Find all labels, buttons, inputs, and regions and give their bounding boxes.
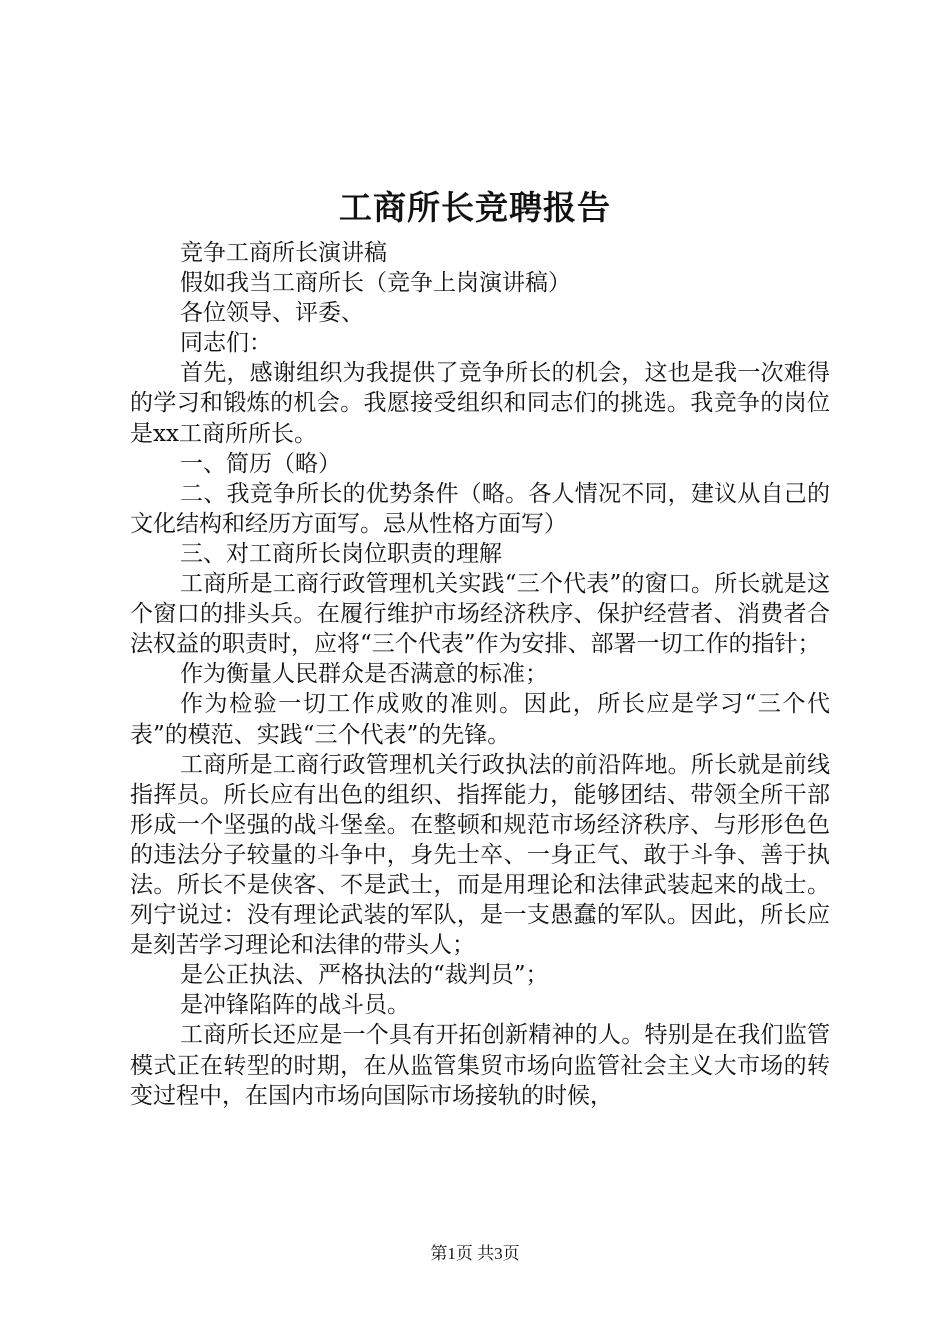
paragraph: 竞争工商所长演讲稿 [180,240,387,266]
paragraph: 工商所长还应是一个具有开拓创新精神的人。特别是在我们监管模式正在转型的时期，在从监管集贸市场向监管社会主义大市场的转变过程中，在国内市场向国际市场接轨的时候， [130,1022,830,1109]
paragraph: 同志们： [180,330,272,357]
paragraph: 工商所是工商行政管理机关行政执法的前沿阵地。所长就是前线指挥员。所长应有出色的组织、指挥能力，能够团结、带领全所干部形成一个坚强的战斗堡垒。在整顿和规范市场经济秩序、与形形色色的违法分子较量的斗争中，身先士卒、一身正气、敢于斗争、善于执法。所长不是侠客、不是武士，而是用理论和法律武装起来的战士。列宁说过：没有理论武装的军队，是一支愚蠢的军队。因此，所长应是刻苦学习理论和法律的带头人； [130,751,830,959]
document-title: 工商所长竞聘报告 [339,188,611,227]
paragraph: 是冲锋陷阵的战斗员。 [180,992,410,1019]
paragraph: 三、对工商所长岗位职责的理解 [180,540,502,567]
paragraph: 作为衡量人民群众是否满意的标准； [180,661,548,688]
paragraph: 各位领导、评委、 [180,300,364,327]
paragraph: 假如我当工商所长（竞争上岗演讲稿） [180,270,571,297]
paragraph: 作为检验一切工作成败的准则。因此，所长应是学习“三个代表”的模范、实践“三个代表”的先锋。 [130,691,830,748]
paragraph: 工商所是工商行政管理机关实践“三个代表”的窗口。所长就是这个窗口的排头兵。在履行维护市场经济秩序、保护经营者、消费者合法权益的职责时，应将“三个代表”作为安排、部署一切工作的指针； [130,571,830,658]
paragraph: 是公正执法、严格执法的“裁判员”； [180,962,549,989]
document-body [130,238,830,1111]
page-footer: 第1页 共3页 [430,1244,520,1263]
paragraph: 一、简历（略） [180,450,341,477]
paragraph: 首先，感谢组织为我提供了竞争所长的机会，这也是我一次难得的学习和锻炼的机会。我愿接受组织和同志们的挑选。我竞争的岗位是xx工商所所长。 [130,360,830,447]
paragraph: 二、我竞争所长的优势条件（略。各人情况不同，建议从自己的文化结构和经历方面写。忌从性格方面写） [130,480,830,537]
